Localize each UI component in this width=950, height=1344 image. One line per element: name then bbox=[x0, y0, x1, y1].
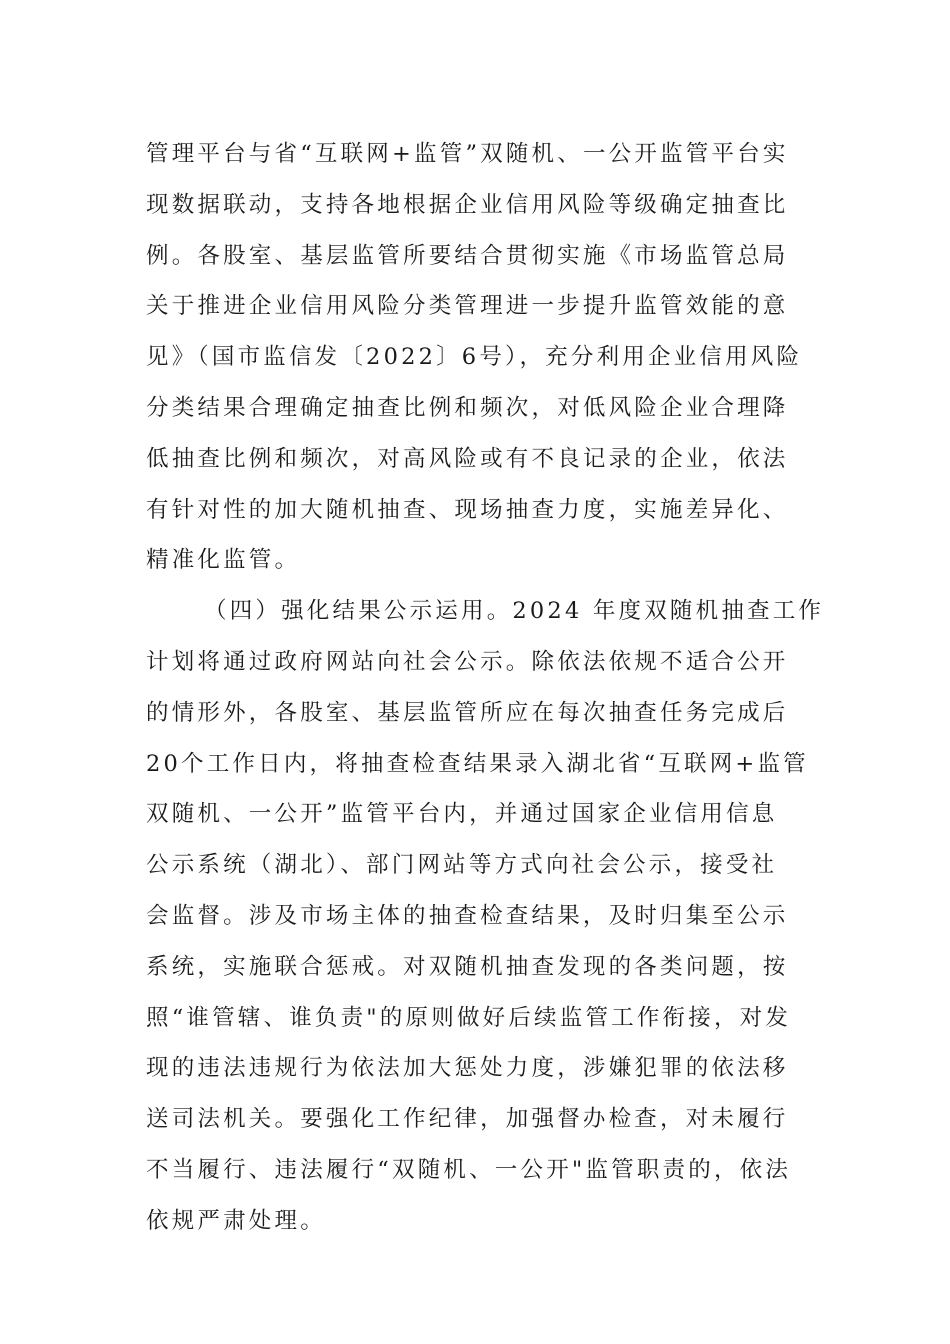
text-line: 现数据联动，支持各地根据企业信用风险等级确定抽查比 bbox=[146, 191, 789, 218]
text-line: 不当履行、违法履行“双随机、一公开"监管职责的，依法 bbox=[146, 1156, 792, 1183]
text-line: 照“谁管辖、谁负责"的原则做好后续监管工作衔接，对发 bbox=[146, 1004, 792, 1031]
text-line: 计划将通过政府网站向社会公示。除依法依规不适合公开 bbox=[146, 648, 789, 675]
text-line: 20个工作日内，将抽查检查结果录入湖北省“互联网+监管 bbox=[146, 750, 809, 777]
section-heading-line: （四）强化结果公示运用。2024 年度双随机抽查工作 bbox=[204, 598, 825, 625]
text-line: 低抽查比例和频次，对高风险或有不良记录的企业，依法 bbox=[146, 445, 789, 472]
body-text bbox=[146, 129, 825, 1247]
text-line: 见》（国市监信发〔2022〕6号），充分利用企业信用风险 bbox=[146, 344, 803, 371]
text-line: 会监督。涉及市场主体的抽查检查结果，及时归集至公示 bbox=[146, 902, 789, 929]
text-line: 现的违法违规行为依法加大惩处力度，涉嫌犯罪的依法移 bbox=[146, 1055, 789, 1082]
text-line: 送司法机关。要强化工作纪律，加强督办检查，对未履行 bbox=[146, 1106, 789, 1133]
text-line: 管理平台与省“互联网+监管”双随机、一公开监管平台实 bbox=[146, 141, 789, 167]
text-line: 公示系统（湖北）、部门网站等方式向社会公示，接受社 bbox=[146, 852, 778, 879]
text-line: 关于推进企业信用风险分类管理进一步提升监管效能的意 bbox=[146, 293, 789, 320]
text-line: 分类结果合理确定抽查比例和频次，对低风险企业合理降 bbox=[146, 394, 789, 421]
text-line: 系统，实施联合惩戒。对双随机抽查发现的各类问题，按 bbox=[146, 953, 789, 980]
text-line: 的情形外，各股室、基层监管所应在每次抽查任务完成后 bbox=[146, 699, 789, 726]
text-line: 依规严肃处理。 bbox=[146, 1207, 326, 1234]
text-line: 双随机、一公开”监管平台内，并通过国家企业信用信息 bbox=[146, 801, 778, 828]
text-line: 有针对性的加大随机抽查、现场抽查力度，实施差异化、 bbox=[146, 496, 789, 523]
text-line: 精准化监管。 bbox=[146, 547, 301, 574]
text-line: 例。各股室、基层监管所要结合贯彻实施《市场监管总局 bbox=[146, 242, 789, 269]
